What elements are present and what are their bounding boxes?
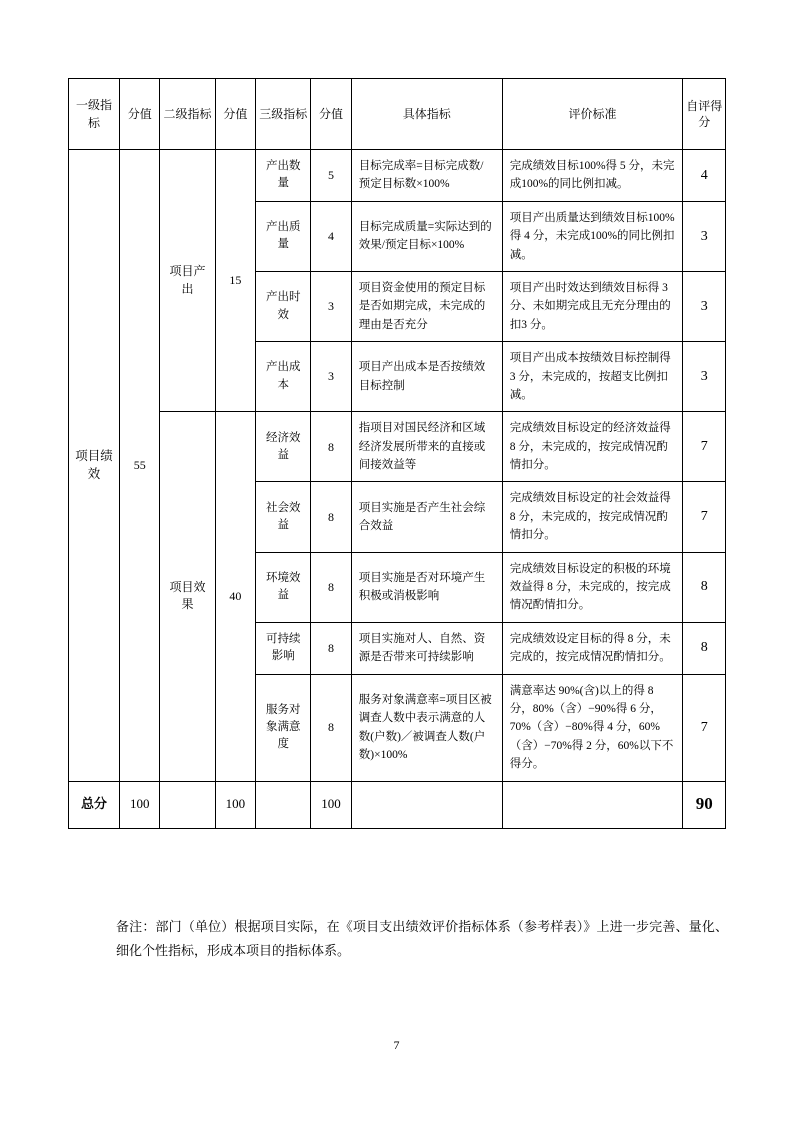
header-self-score bbox=[683, 79, 726, 150]
total-label-cell bbox=[69, 781, 120, 828]
level2-score-cell-effect bbox=[215, 412, 255, 781]
self-score-cell bbox=[683, 412, 726, 482]
note-body: 部门（单位）根据项目实际，在《项目支出绩效评价指标体系（参考样表）》上进一步完善、量化、细化个性指标，形成本项目的指标体系。 bbox=[116, 919, 728, 959]
level3-indicator-cell bbox=[256, 201, 311, 271]
criteria-text: 满意率达 90%(含)以上的得 8 分，80%（含）−90%得 6 分，70%（含）−80%得 4 分，60%（含）−70%得 2 分，60%以下不得分。 bbox=[509, 684, 674, 771]
specific-indicator-text: 项目实施对人、自然、资源是否带来可持续影响 bbox=[358, 632, 486, 664]
header-score1 bbox=[120, 79, 160, 150]
note-block bbox=[68, 915, 728, 963]
header-self-score-label: 自评得分 bbox=[686, 98, 723, 129]
level3-indicator-label: 产出质量 bbox=[265, 221, 301, 251]
header-level3-label: 三级指标 bbox=[259, 107, 308, 121]
header-score3-label: 分值 bbox=[319, 107, 344, 121]
total-score3-cell bbox=[311, 781, 351, 828]
level2-indicator-label: 项目产出 bbox=[169, 264, 206, 296]
level2-indicator-cell-output bbox=[160, 150, 215, 412]
header-score2-label: 分值 bbox=[223, 107, 248, 121]
total-empty-level2 bbox=[160, 789, 214, 819]
criteria-cell bbox=[502, 150, 683, 202]
evaluation-table-wrapper bbox=[68, 78, 726, 829]
level2-indicator-cell-effect bbox=[160, 412, 215, 781]
level3-indicator-cell bbox=[256, 674, 311, 781]
level1-indicator-cell bbox=[69, 150, 120, 782]
criteria-text: 完成绩效目标设定的经济效益得 8 分，未完成的，按完成情况酌情扣分。 bbox=[509, 422, 671, 472]
level3-score-value: 4 bbox=[328, 229, 335, 244]
header-specific-indicator bbox=[351, 79, 502, 150]
self-score-cell bbox=[683, 150, 726, 202]
level1-score-value: 55 bbox=[133, 457, 146, 472]
level3-indicator-cell bbox=[256, 552, 311, 622]
self-score-value: 3 bbox=[700, 228, 708, 244]
specific-indicator-cell bbox=[351, 412, 502, 482]
criteria-cell bbox=[502, 271, 683, 341]
specific-indicator-cell bbox=[351, 552, 502, 622]
specific-indicator-text: 项目实施是否对环境产生积极或消极影响 bbox=[358, 571, 486, 603]
note-text bbox=[68, 915, 728, 963]
self-score-value: 7 bbox=[700, 439, 708, 455]
specific-indicator-text: 目标完成率=目标完成数/预定目标数×100% bbox=[358, 160, 484, 191]
level2-score-value: 15 bbox=[229, 273, 242, 288]
criteria-cell bbox=[502, 622, 683, 674]
level2-indicator-label: 项目效果 bbox=[169, 579, 206, 612]
table-row bbox=[69, 150, 726, 202]
criteria-cell bbox=[502, 342, 683, 412]
total-self-score-cell bbox=[683, 781, 726, 828]
specific-indicator-text: 项目资金使用的预定目标是否如期完成，未完成的理由是否充分 bbox=[358, 281, 486, 331]
self-score-value: 8 bbox=[700, 579, 708, 595]
level2-score-value: 40 bbox=[229, 589, 242, 604]
table-row bbox=[69, 412, 726, 482]
criteria-text: 完成绩效目标设定的社会效益得 8 分，未完成的，按完成情况酌情扣分。 bbox=[509, 492, 671, 542]
level3-indicator-cell bbox=[256, 150, 311, 202]
level3-score-cell bbox=[311, 674, 351, 781]
specific-indicator-text: 目标完成质量=实际达到的效果/预定目标×100% bbox=[358, 220, 492, 252]
specific-indicator-cell bbox=[351, 201, 502, 271]
criteria-cell bbox=[502, 674, 683, 781]
level3-indicator-cell bbox=[256, 412, 311, 482]
total-empty-level3-cell bbox=[256, 781, 311, 828]
header-score3 bbox=[311, 79, 351, 150]
level3-indicator-label: 社会效益 bbox=[265, 501, 301, 532]
self-score-value: 3 bbox=[700, 368, 708, 384]
header-level2-label: 二级指标 bbox=[163, 107, 212, 121]
self-score-cell bbox=[683, 342, 726, 412]
specific-indicator-text: 项目实施是否产生社会综合效益 bbox=[358, 501, 486, 533]
level3-score-cell bbox=[311, 150, 351, 202]
level3-score-cell bbox=[311, 482, 351, 552]
page-number: 7 bbox=[393, 1038, 400, 1052]
level1-indicator-label: 项目绩效 bbox=[75, 448, 113, 481]
level3-score-cell bbox=[311, 552, 351, 622]
criteria-text: 项目产出质量达到绩效目标100%得 4 分，未完成100%的同比例扣减。 bbox=[509, 211, 675, 261]
header-level1 bbox=[69, 79, 120, 150]
specific-indicator-cell bbox=[351, 150, 502, 202]
total-criteria-cell bbox=[502, 781, 683, 828]
header-specific-indicator-label: 具体指标 bbox=[402, 106, 451, 121]
level3-indicator-cell bbox=[256, 622, 311, 674]
self-score-cell bbox=[683, 552, 726, 622]
level3-indicator-cell bbox=[256, 482, 311, 552]
self-score-cell bbox=[683, 271, 726, 341]
self-score-value: 7 bbox=[700, 509, 708, 525]
specific-indicator-text: 指项目对国民经济和区域经济发展所带来的直接或间接效益等 bbox=[358, 422, 486, 472]
level3-score-value: 8 bbox=[328, 439, 335, 454]
level3-indicator-label: 产出数量 bbox=[265, 160, 301, 190]
specific-indicator-cell bbox=[351, 622, 502, 674]
level3-indicator-label: 环境效益 bbox=[265, 571, 301, 602]
self-score-cell bbox=[683, 674, 726, 781]
level3-indicator-cell bbox=[256, 271, 311, 341]
self-score-cell bbox=[683, 622, 726, 674]
level3-score-cell bbox=[311, 271, 351, 341]
total-score3-value: 100 bbox=[321, 796, 341, 812]
criteria-text: 项目产出成本按绩效目标控制得 3 分，未完成的，按超支比例扣减。 bbox=[509, 352, 671, 401]
criteria-text: 完成绩效设定目标的得 8 分，未完成的，按完成情况酌情扣分。 bbox=[509, 632, 671, 664]
total-self-score-value: 90 bbox=[695, 794, 713, 814]
level1-score-cell bbox=[120, 150, 160, 782]
specific-indicator-cell bbox=[351, 342, 502, 412]
level3-score-value: 5 bbox=[328, 168, 335, 183]
specific-indicator-cell bbox=[351, 674, 502, 781]
level3-score-value: 3 bbox=[328, 369, 335, 384]
total-score2-value: 100 bbox=[225, 796, 246, 812]
level3-indicator-label: 可持续影响 bbox=[265, 632, 301, 663]
total-indicator-cell bbox=[351, 781, 502, 828]
level2-score-cell-output bbox=[215, 150, 255, 412]
specific-indicator-cell bbox=[351, 271, 502, 341]
level3-score-cell bbox=[311, 201, 351, 271]
self-score-cell bbox=[683, 201, 726, 271]
specific-indicator-cell bbox=[351, 482, 502, 552]
self-score-value: 3 bbox=[700, 298, 708, 314]
level3-score-value: 8 bbox=[328, 509, 335, 524]
self-score-value: 8 bbox=[700, 640, 708, 656]
evaluation-table bbox=[68, 78, 726, 829]
specific-indicator-text: 服务对象满意率=项目区被调查人数中表示满意的人数(户数)／被调查人数(户数)×100% bbox=[358, 693, 492, 761]
header-level3 bbox=[256, 79, 311, 150]
criteria-text: 项目产出时效达到绩效目标得 3 分、未如期完成且无充分理由的扣3 分。 bbox=[509, 281, 671, 331]
note-label: 备注： bbox=[116, 919, 156, 934]
total-label: 总分 bbox=[81, 796, 108, 812]
table-total-row bbox=[69, 781, 726, 828]
header-score1-label: 分值 bbox=[127, 107, 152, 121]
level3-indicator-label: 经济效益 bbox=[265, 431, 301, 461]
total-score1-value: 100 bbox=[129, 796, 150, 812]
total-score1-cell bbox=[120, 781, 160, 828]
criteria-cell bbox=[502, 552, 683, 622]
level3-indicator-label: 产出时效 bbox=[265, 291, 301, 321]
total-empty-level2-cell bbox=[160, 781, 215, 828]
level3-indicator-label: 产出成本 bbox=[265, 361, 301, 391]
header-criteria bbox=[502, 79, 683, 150]
self-score-value: 4 bbox=[700, 167, 708, 183]
level3-score-value: 8 bbox=[328, 579, 335, 594]
self-score-cell bbox=[683, 482, 726, 552]
specific-indicator-text: 项目产出成本是否按绩效目标控制 bbox=[358, 361, 486, 392]
level3-score-cell bbox=[311, 342, 351, 412]
criteria-cell bbox=[502, 482, 683, 552]
criteria-cell bbox=[502, 412, 683, 482]
header-score2 bbox=[215, 79, 255, 150]
criteria-cell bbox=[502, 201, 683, 271]
header-criteria-label: 评价标准 bbox=[568, 106, 617, 121]
level3-indicator-label: 服务对象满意度 bbox=[265, 703, 301, 751]
level3-score-value: 8 bbox=[328, 640, 335, 655]
level3-score-value: 8 bbox=[328, 720, 335, 735]
total-criteria-value bbox=[503, 789, 683, 819]
table-header-row bbox=[69, 79, 726, 150]
level3-score-cell bbox=[311, 622, 351, 674]
level3-score-cell bbox=[311, 412, 351, 482]
criteria-text: 完成绩效目标设定的积极的环境效益得 8 分，未完成的，按完成情况酌情扣分。 bbox=[509, 562, 671, 612]
total-score2-cell bbox=[215, 781, 255, 828]
level3-score-value: 3 bbox=[328, 299, 335, 314]
header-level2 bbox=[160, 79, 215, 150]
level3-indicator-cell bbox=[256, 342, 311, 412]
criteria-text: 完成绩效目标100%得 5 分，未完成100%的同比例扣减。 bbox=[509, 160, 675, 191]
total-empty-level3 bbox=[256, 789, 310, 819]
total-indicator-value bbox=[352, 789, 502, 819]
header-level1-label: 一级指标 bbox=[76, 98, 113, 130]
self-score-value: 7 bbox=[700, 719, 708, 735]
